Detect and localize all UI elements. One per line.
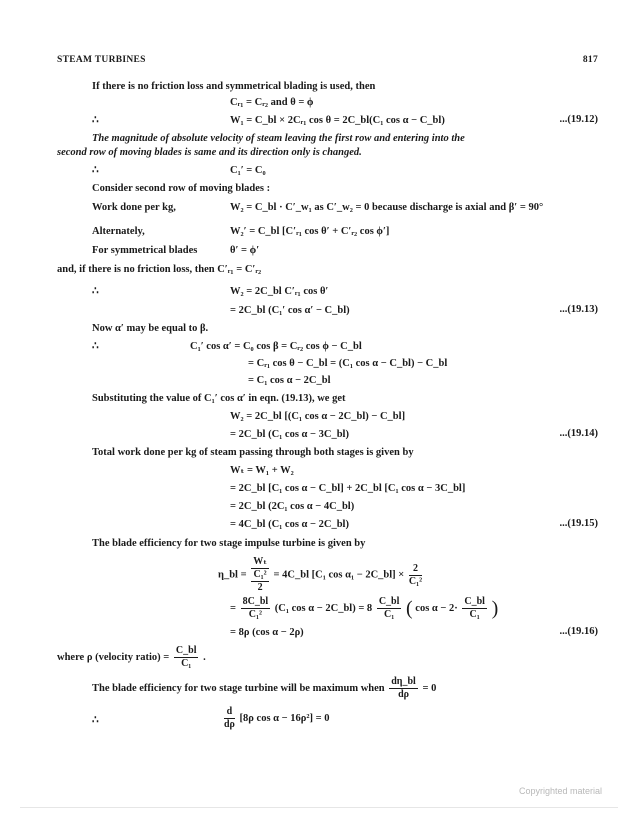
equation-line: = C₁ cos α − 2C_bl (248, 375, 331, 386)
fraction-denominator: C₁ (383, 609, 395, 620)
text-line: The blade efficiency for two stage impulse turbine is given by (92, 538, 366, 549)
equation-part: = (230, 602, 236, 614)
therefore-symbol: ∴ (92, 341, 99, 352)
fraction-numerator: C_bl (175, 645, 197, 656)
page-bottom-rule (20, 807, 618, 808)
text-line: Total work done per kg of steam passing through both stages is given by (92, 447, 414, 458)
fraction-denominator: C₁² (408, 575, 423, 587)
text-part: The blade efficiency for two stage turbine will be maximum when (92, 682, 385, 694)
running-header-title: STEAM TURBINES (57, 55, 146, 65)
derivative-equation (222, 706, 330, 731)
equation-number: ...(19.12) (559, 114, 598, 125)
text-line: The magnitude of absolute velocity of steam leaving the first row and entering into the (92, 133, 465, 144)
equation-line: Cᵣ₁ = Cᵣ₂ and θ = ϕ (230, 97, 314, 108)
equation-line: = Cᵣ₁ cos θ − C_bl = (C₁ cos α − C_bl) − C_bl (248, 358, 448, 369)
fraction (462, 596, 487, 621)
efficiency-equation (230, 596, 498, 621)
equation-lhs: η_bl = (218, 569, 247, 581)
fraction-numerator: dη_bl (391, 676, 416, 687)
copyright-watermark: Copyrighted material (518, 786, 602, 796)
fraction (409, 563, 422, 588)
fraction-denominator: dρ (224, 719, 235, 730)
condition-line (92, 676, 436, 701)
fraction (174, 645, 199, 670)
text-part: . (203, 651, 206, 663)
fraction-numerator: C_bl (464, 596, 485, 607)
text-line: Now α′ may be equal to β. (92, 323, 209, 334)
text-line: Consider second row of moving blades : (92, 183, 271, 194)
equation-number: ...(19.13) (559, 304, 598, 315)
fraction-denominator: C₁ (469, 609, 480, 620)
fraction-denominator: 2 (257, 582, 263, 593)
text-part: where ρ (velocity ratio) = (57, 651, 170, 663)
equation-line: C₁′ = C₀ (230, 165, 266, 176)
therefore-symbol: ∴ (92, 715, 99, 726)
text-label: Alternately, (92, 226, 145, 237)
equation-line: W₂ = 2C_bl C′ᵣ₁ cos θ′ (230, 286, 329, 297)
equation-part: cos α − 2· (415, 602, 458, 614)
equation-line: W₂′ = C_bl [C′ᵣ₁ cos θ′ + C′ᵣ₂ cos ϕ′] (230, 226, 390, 237)
equation-line: = 2C_bl (C₁′ cos α′ − C_bl) (230, 305, 350, 316)
fraction-numerator: 8C_bl (242, 596, 269, 607)
equation-line: W₂ = C_bl · C′_w₁ as C′_w₂ = 0 because discharge is axial and β′ = 90° (230, 202, 544, 213)
definition-line (57, 645, 206, 670)
close-parenthesis: ) (491, 597, 499, 620)
fraction-denominator: dρ (398, 689, 409, 700)
text-line: second row of moving blades is same and its direction only is changed. (57, 147, 362, 158)
equation-line: Wₜ = W₁ + W₂ (230, 465, 294, 476)
fraction-denominator: C₁ (181, 658, 192, 669)
page-number: 817 (582, 55, 598, 65)
therefore-symbol: ∴ (92, 165, 99, 176)
text-line: Substituting the value of C₁′ cos α′ in eqn. (19.13), we get (92, 393, 346, 404)
equation-part: = 4C_bl [C₁ cos α₁ − 2C_bl] × (273, 569, 405, 581)
equation-line: = 4C_bl (C₁ cos α − 2C_bl) (230, 519, 349, 530)
fraction (377, 596, 402, 621)
equation-line: W₁ = C_bl × 2Cᵣ₁ cos θ = 2C_bl(C₁ cos α − C_bl) (230, 115, 445, 126)
fraction-numerator: 2 (409, 563, 422, 576)
text-label: For symmetrical blades (92, 245, 198, 256)
fraction-numerator: C_bl (378, 596, 400, 607)
equation-line: θ′ = ϕ′ (230, 245, 260, 256)
equation-line: = 8ρ (cos α − 2ρ) (230, 627, 304, 638)
fraction (224, 706, 235, 731)
equation-number: ...(19.14) (559, 428, 598, 439)
efficiency-equation (218, 556, 424, 594)
equation-number: ...(19.15) (559, 518, 598, 529)
fraction (241, 596, 271, 621)
text-label: Work done per kg, (92, 202, 176, 213)
equation-line: = 2C_bl (C₁ cos α − 3C_bl) (230, 429, 349, 440)
equation-part: (C₁ cos α − 2C_bl) = 8 (274, 602, 373, 614)
fraction-denominator: C₁² (248, 609, 262, 620)
fraction-denominator: C₁² (251, 569, 269, 582)
text-part: = 0 (422, 682, 437, 694)
text-line: and, if there is no friction loss, then C′ᵣ₁ = C′ᵣ₂ (57, 264, 262, 275)
equation-line: = 2C_bl [C₁ cos α − C_bl] + 2C_bl [C₁ cos α − 3C_bl] (230, 483, 466, 494)
fraction (251, 556, 269, 594)
equation-line: W₂ = 2C_bl [(C₁ cos α − 2C_bl) − C_bl] (230, 411, 406, 422)
equation-line: = 2C_bl (2C₁ cos α − 4C_bl) (230, 501, 355, 512)
fraction (389, 676, 418, 701)
therefore-symbol: ∴ (92, 115, 99, 126)
fraction-numerator: Wₜ (253, 556, 267, 567)
open-parenthesis: ( (406, 597, 413, 620)
text-line: If there is no friction loss and symmetrical blading is used, then (92, 81, 376, 92)
fraction-numerator: d (224, 706, 235, 719)
equation-number: ...(19.16) (559, 626, 598, 637)
equation-line: C₁′ cos α′ = C₀ cos β = Cᵣ₂ cos ϕ − C_bl (190, 341, 362, 352)
therefore-symbol: ∴ (92, 286, 99, 297)
equation-part: [8ρ cos α − 16ρ²] = 0 (239, 712, 330, 724)
